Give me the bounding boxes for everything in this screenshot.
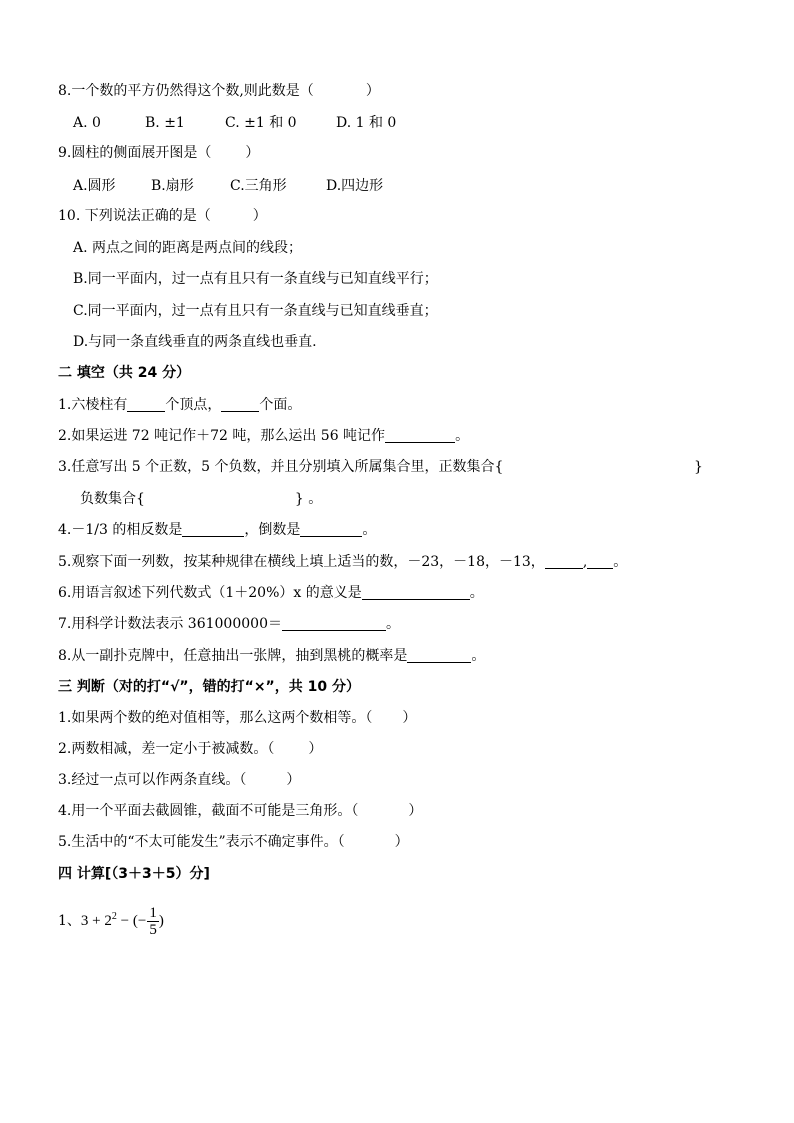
fill-q8-text-b: 。: [471, 648, 486, 664]
judge-item-5-close: ）: [394, 834, 409, 850]
fill-q6-text-b: 。: [469, 585, 484, 601]
judge-item-2-text: 2.两数相减，差一定小于被减数。（: [58, 741, 275, 757]
fill-q5-text-c: 。: [613, 554, 628, 570]
fill-heading: 二 填空（共 24 分）: [58, 365, 191, 381]
fill-q5-blank-2[interactable]: [587, 554, 613, 569]
mc-q8-option-b: B. ±1: [145, 115, 185, 131]
fill-q7-text-a: 7.用科学计数法表示 361000000＝: [58, 616, 282, 632]
fill-q7-blank[interactable]: [282, 616, 386, 631]
fill-q1-blank-2[interactable]: [221, 397, 259, 412]
fill-q3-close-brace: }: [694, 459, 703, 475]
judge-item-4-text: 4.用一个平面去截圆锥，截面不可能是三角形。（: [58, 803, 359, 819]
fill-q4-text-c: 。: [362, 522, 377, 538]
mc-q8-stem-line: [58, 81, 380, 101]
mc-q10-option-c: C.同一平面内，过一点有且只有一条直线与已知直线垂直；: [73, 303, 438, 319]
fill-q5-text-b: ,: [582, 554, 588, 570]
calc-q1-denominator: 5: [149, 922, 157, 939]
mc-q10-close: ）: [252, 208, 267, 224]
fill-q3-text-a: 3.任意写出 5 个正数，5 个负数，并且分别填入所属集合里，正数集合{: [58, 459, 504, 475]
fill-q2: [58, 426, 469, 446]
mc-q10-option-d: D.与同一条直线垂直的两条直线也垂直.: [73, 334, 317, 350]
fill-q3-line1: [58, 457, 503, 477]
mc-q8-stem: 8.一个数的平方仍然得这个数,则此数是（: [58, 83, 314, 99]
mc-q9-stem-line: [58, 143, 259, 163]
calc-q1-close-paren: ): [158, 913, 164, 929]
fill-q6-blank[interactable]: [362, 585, 470, 600]
judge-item-4-close: ）: [408, 803, 423, 819]
fill-q4-blank-1[interactable]: [182, 522, 244, 537]
judge-item-5-text: 5.生活中的“不太可能发生”表示不确定事件。（: [58, 834, 345, 850]
calc-q1-minus: − (−: [116, 913, 147, 929]
fill-q2-text-b: 。: [455, 428, 470, 444]
fill-q5-text-a: 5.观察下面一列数，按某种规律在横线上填上适当的数，－23，－18，－13，: [58, 554, 545, 570]
judge-heading: 三 判断（对的打“√”，错的打“×”，共 10 分）: [58, 679, 360, 695]
mc-q9-stem: 9.圆柱的侧面展开图是（: [58, 145, 212, 161]
fill-q6: [58, 583, 484, 603]
fill-q7: [58, 614, 400, 634]
fill-q3-text-c: 负数集合{: [80, 491, 145, 507]
fill-q1-text-c: 个面。: [259, 397, 302, 413]
judge-item-4: [58, 801, 422, 821]
mc-q8-option-c: C. ±1 和 0: [225, 115, 297, 131]
fill-q8: [58, 646, 485, 666]
fill-q4: [58, 520, 376, 540]
judge-item-1-close: ）: [402, 710, 417, 726]
judge-item-2-close: ）: [308, 741, 323, 757]
mc-q8-close: ）: [365, 83, 380, 99]
mc-q8-option-a: A. 0: [73, 115, 101, 131]
fill-q3-text-d: } 。: [294, 491, 323, 507]
mc-q9-close: ）: [245, 145, 260, 161]
fill-q8-blank[interactable]: [407, 648, 471, 663]
calc-q1-fraction: [147, 905, 159, 938]
calc-q1-base: 3 + 2: [80, 913, 112, 929]
calc-q1-exponent: 2: [111, 911, 117, 922]
fill-q7-text-b: 。: [385, 616, 400, 632]
mc-q10-stem: 10. 下列说法正确的是（: [58, 208, 211, 224]
judge-item-3-text: 3.经过一点可以作两条直线。（: [58, 772, 247, 788]
mc-q8-option-d: D. 1 和 0: [336, 115, 397, 131]
judge-item-3-close: ）: [286, 772, 301, 788]
mc-q9-option-c: C.三角形: [230, 178, 287, 194]
fill-q4-text-a: 4.－1/3 的相反数是: [58, 522, 183, 538]
judge-item-1: [58, 708, 416, 728]
fill-q6-text-a: 6.用语言叙述下列代数式（1＋20%）x 的意义是: [58, 585, 362, 601]
mc-q9-option-b: B.扇形: [151, 178, 194, 194]
calc-q1-numerator: 1: [149, 905, 157, 922]
fill-q5-blank-1[interactable]: [545, 554, 583, 569]
fill-q1-blank-1[interactable]: [127, 397, 165, 412]
mc-q9-option-a: A.圆形: [73, 178, 116, 194]
fill-q4-blank-2[interactable]: [300, 522, 362, 537]
calc-q1-label: 1、: [58, 913, 81, 929]
calc-q1: [58, 900, 164, 938]
judge-item-2: [58, 739, 322, 759]
mc-q10-option-b: B.同一平面内，过一点有且只有一条直线与已知直线平行；: [73, 271, 438, 287]
fill-q1-text-a: 1.六棱柱有: [58, 397, 128, 413]
mc-q9-option-d: D.四边形: [326, 178, 384, 194]
mc-q10-stem-line: [58, 206, 267, 226]
judge-item-3: [58, 770, 300, 790]
mc-q10-option-a: A. 两点之间的距离是两点间的线段；: [73, 240, 303, 256]
fill-q4-text-b: ，倒数是: [244, 522, 301, 538]
fill-q3-line2: [80, 489, 322, 509]
fill-q1: [58, 395, 301, 415]
fill-q8-text-a: 8.从一副扑克牌中，任意抽出一张牌，抽到黑桃的概率是: [58, 648, 408, 664]
calc-q1-expression: [80, 905, 164, 939]
fill-q5: [58, 552, 627, 572]
fill-q2-text-a: 2.如果运进 72 吨记作＋72 吨，那么运出 56 吨记作: [58, 428, 386, 444]
fill-q2-blank[interactable]: [385, 428, 455, 443]
judge-item-1-text: 1.如果两个数的绝对值相等，那么这两个数相等。（: [58, 710, 373, 726]
judge-item-5: [58, 832, 409, 852]
calc-heading: 四 计算[（3＋3＋5）分]: [58, 866, 210, 882]
fill-q1-text-b: 个顶点，: [165, 397, 222, 413]
